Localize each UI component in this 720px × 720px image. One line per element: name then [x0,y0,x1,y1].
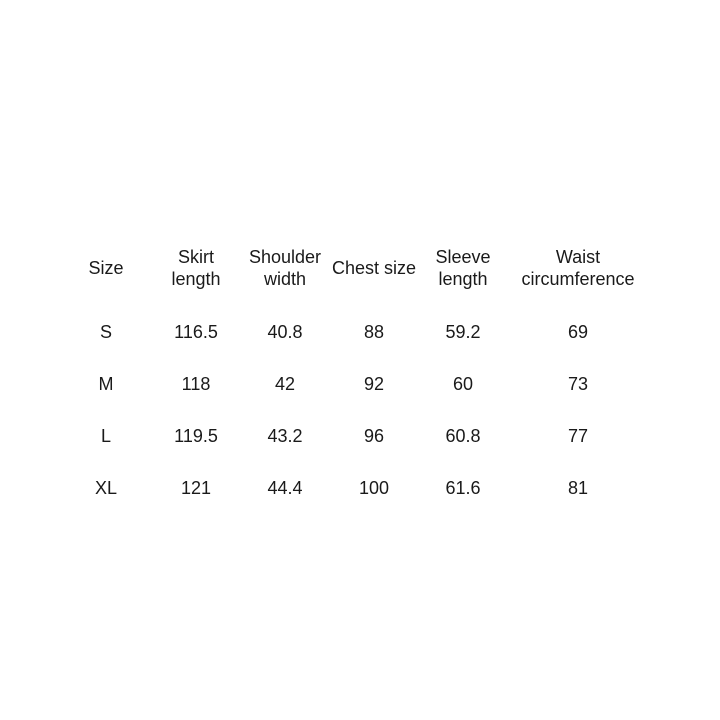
cell-size: XL [94,478,118,498]
cell-skirt-length: 121 [180,478,212,498]
cell-waist-circumference: 77 [567,426,589,446]
cell-sleeve-length: 60.8 [445,426,481,446]
cell-skirt-length: 119.5 [174,426,218,446]
cell-waist-circumference: 73 [567,374,589,394]
cell-shoulder-width: 44.4 [267,478,303,498]
size-chart-table [60,230,690,514]
header-shoulder-width: Shoulder width [248,247,322,289]
cell-shoulder-width: 43.2 [267,426,303,446]
cell-size: M [98,374,114,394]
table-header-row [60,230,690,306]
table-row-s [60,306,690,358]
cell-waist-circumference: 81 [567,478,589,498]
header-waist-circumference: Waist circumference [521,247,635,289]
header-sleeve-length: Sleeve length [435,247,491,289]
cell-chest-size: 92 [363,374,385,394]
header-size: Size [88,258,124,278]
table-row-xl [60,462,690,514]
cell-sleeve-length: 59.2 [445,322,481,342]
cell-skirt-length: 116.5 [174,322,218,342]
cell-chest-size: 88 [363,322,385,342]
header-chest-size: Chest size [331,258,417,278]
cell-size: L [100,426,111,446]
table-row-m [60,358,690,410]
cell-chest-size: 100 [358,478,390,498]
cell-size: S [99,322,112,342]
cell-skirt-length: 118 [181,374,211,394]
cell-shoulder-width: 42 [274,374,296,394]
table-row-l [60,410,690,462]
cell-shoulder-width: 40.8 [267,322,303,342]
cell-chest-size: 96 [363,426,385,446]
header-skirt-length: Skirt length [171,247,221,289]
cell-sleeve-length: 60 [452,374,474,394]
cell-waist-circumference: 69 [567,322,589,342]
cell-sleeve-length: 61.6 [445,478,481,498]
